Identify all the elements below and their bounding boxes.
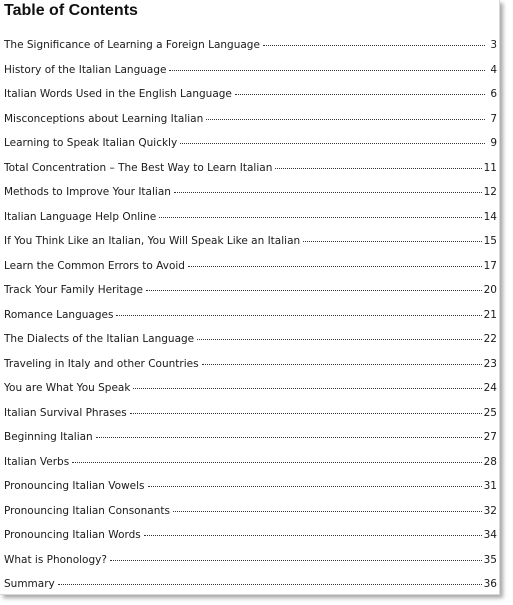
toc-entry[interactable] (4, 480, 497, 505)
toc-entry-label: Total Concentration – The Best Way to Learn Italian (4, 161, 273, 174)
dot-leader (144, 535, 482, 536)
toc-entry[interactable] (4, 64, 497, 89)
dot-leader (146, 290, 482, 291)
toc-entry[interactable] (4, 186, 497, 211)
toc-entry-page-number: 28 (483, 455, 497, 468)
toc-entry[interactable] (4, 235, 497, 260)
dot-leader (263, 45, 485, 46)
toc-entry[interactable] (4, 456, 497, 481)
toc-entry-label: You are What You Speak (4, 382, 131, 394)
toc-entry-page-number: 12 (483, 186, 497, 198)
dot-leader (173, 511, 482, 512)
toc-entry-label: History of the Italian Language (4, 63, 167, 76)
toc-entry-label: Methods to Improve Your Italian (4, 186, 171, 198)
toc-entry[interactable] (4, 88, 497, 113)
dot-leader (72, 462, 481, 463)
dot-leader (303, 241, 481, 242)
dot-leader (130, 413, 482, 414)
toc-entry-label: The Significance of Learning a Foreign Language (4, 39, 260, 51)
toc-entry-label: Traveling in Italy and other Countries (4, 357, 199, 370)
dot-leader (96, 437, 482, 438)
toc-entry-page-number: 34 (483, 529, 497, 541)
toc-entry-page-number: 23 (483, 357, 497, 370)
toc-entry-label: Italian Survival Phrases (4, 406, 127, 419)
toc-entry-page-number: 22 (483, 333, 497, 345)
toc-entry-page-number: 25 (483, 406, 497, 419)
dot-leader (174, 192, 482, 193)
toc-entry-page-number: 20 (483, 284, 497, 296)
toc-entry-page-number: 9 (490, 137, 497, 149)
toc-entry-page-number: 3 (490, 39, 497, 51)
toc-entry[interactable] (4, 137, 497, 162)
toc-entry[interactable] (4, 578, 497, 595)
dot-leader (58, 584, 482, 585)
dot-leader (133, 388, 481, 389)
dot-leader (202, 364, 482, 365)
toc-entry-label: Italian Language Help Online (4, 210, 157, 223)
dot-leader (148, 486, 482, 487)
toc-entry-label: Pronouncing Italian Vowels (4, 480, 145, 492)
toc-entry-page-number: 32 (483, 504, 497, 517)
toc-entry-label: What is Phonology? (4, 553, 107, 566)
dot-leader (188, 266, 482, 267)
toc-entry[interactable] (4, 431, 497, 456)
toc-list (4, 39, 497, 595)
dot-leader (206, 119, 485, 120)
toc-entry[interactable] (4, 407, 497, 432)
toc-entry-page-number: 14 (483, 210, 497, 223)
toc-entry-label: Italian Verbs (4, 455, 70, 468)
dot-leader (116, 315, 481, 316)
toc-entry-page-number: 27 (483, 431, 497, 443)
toc-entry-label: If You Think Like an Italian, You Will Speak Like an Italian (4, 235, 301, 247)
toc-entry-label: Beginning Italian (4, 431, 93, 443)
toc-entry[interactable] (4, 382, 497, 407)
toc-entry-label: Italian Words Used in the English Language (4, 88, 232, 100)
toc-entry-page-number: 7 (490, 112, 497, 125)
toc-entry[interactable] (4, 505, 497, 530)
toc-title: Table of Contents (4, 2, 138, 19)
toc-entry[interactable] (4, 529, 497, 554)
dot-leader (197, 339, 481, 340)
toc-entry-label: Learning to Speak Italian Quickly (4, 137, 178, 149)
toc-entry-page-number: 6 (490, 88, 497, 100)
dot-leader (180, 143, 485, 144)
toc-entry-page-number: 24 (483, 382, 497, 394)
toc-entry-label: Summary (4, 578, 55, 590)
toc-entry[interactable] (4, 554, 497, 579)
dot-leader (169, 70, 485, 71)
toc-entry-page-number: 31 (483, 480, 497, 492)
toc-entry-page-number: 11 (483, 161, 497, 174)
toc-entry[interactable] (4, 284, 497, 309)
toc-entry-label: Track Your Family Heritage (4, 284, 143, 296)
dot-leader (235, 94, 485, 95)
toc-entry[interactable] (4, 113, 497, 138)
toc-entry-label: Pronouncing Italian Consonants (4, 504, 170, 517)
toc-entry-label: The Dialects of the Italian Language (4, 333, 195, 345)
toc-entry-page-number: 36 (483, 578, 497, 590)
toc-entry-page-number: 4 (490, 63, 497, 76)
toc-entry-page-number: 35 (483, 553, 497, 566)
toc-entry-label: Misconceptions about Learning Italian (4, 112, 204, 125)
toc-entry-label: Learn the Common Errors to Avoid (4, 259, 185, 272)
toc-entry[interactable] (4, 358, 497, 383)
toc-entry[interactable] (4, 333, 497, 358)
toc-entry-page-number: 17 (483, 259, 497, 272)
toc-entry[interactable] (4, 39, 497, 64)
toc-entry-page-number: 15 (483, 235, 497, 247)
toc-entry[interactable] (4, 211, 497, 236)
dot-leader (159, 217, 481, 218)
toc-entry-label: Romance Languages (4, 308, 114, 321)
toc-entry-label: Pronouncing Italian Words (4, 529, 141, 541)
dot-leader (275, 168, 481, 169)
dot-leader (110, 560, 482, 561)
toc-entry[interactable] (4, 162, 497, 187)
toc-entry-page-number: 21 (483, 308, 497, 321)
toc-entry[interactable] (4, 309, 497, 334)
toc-entry[interactable] (4, 260, 497, 285)
